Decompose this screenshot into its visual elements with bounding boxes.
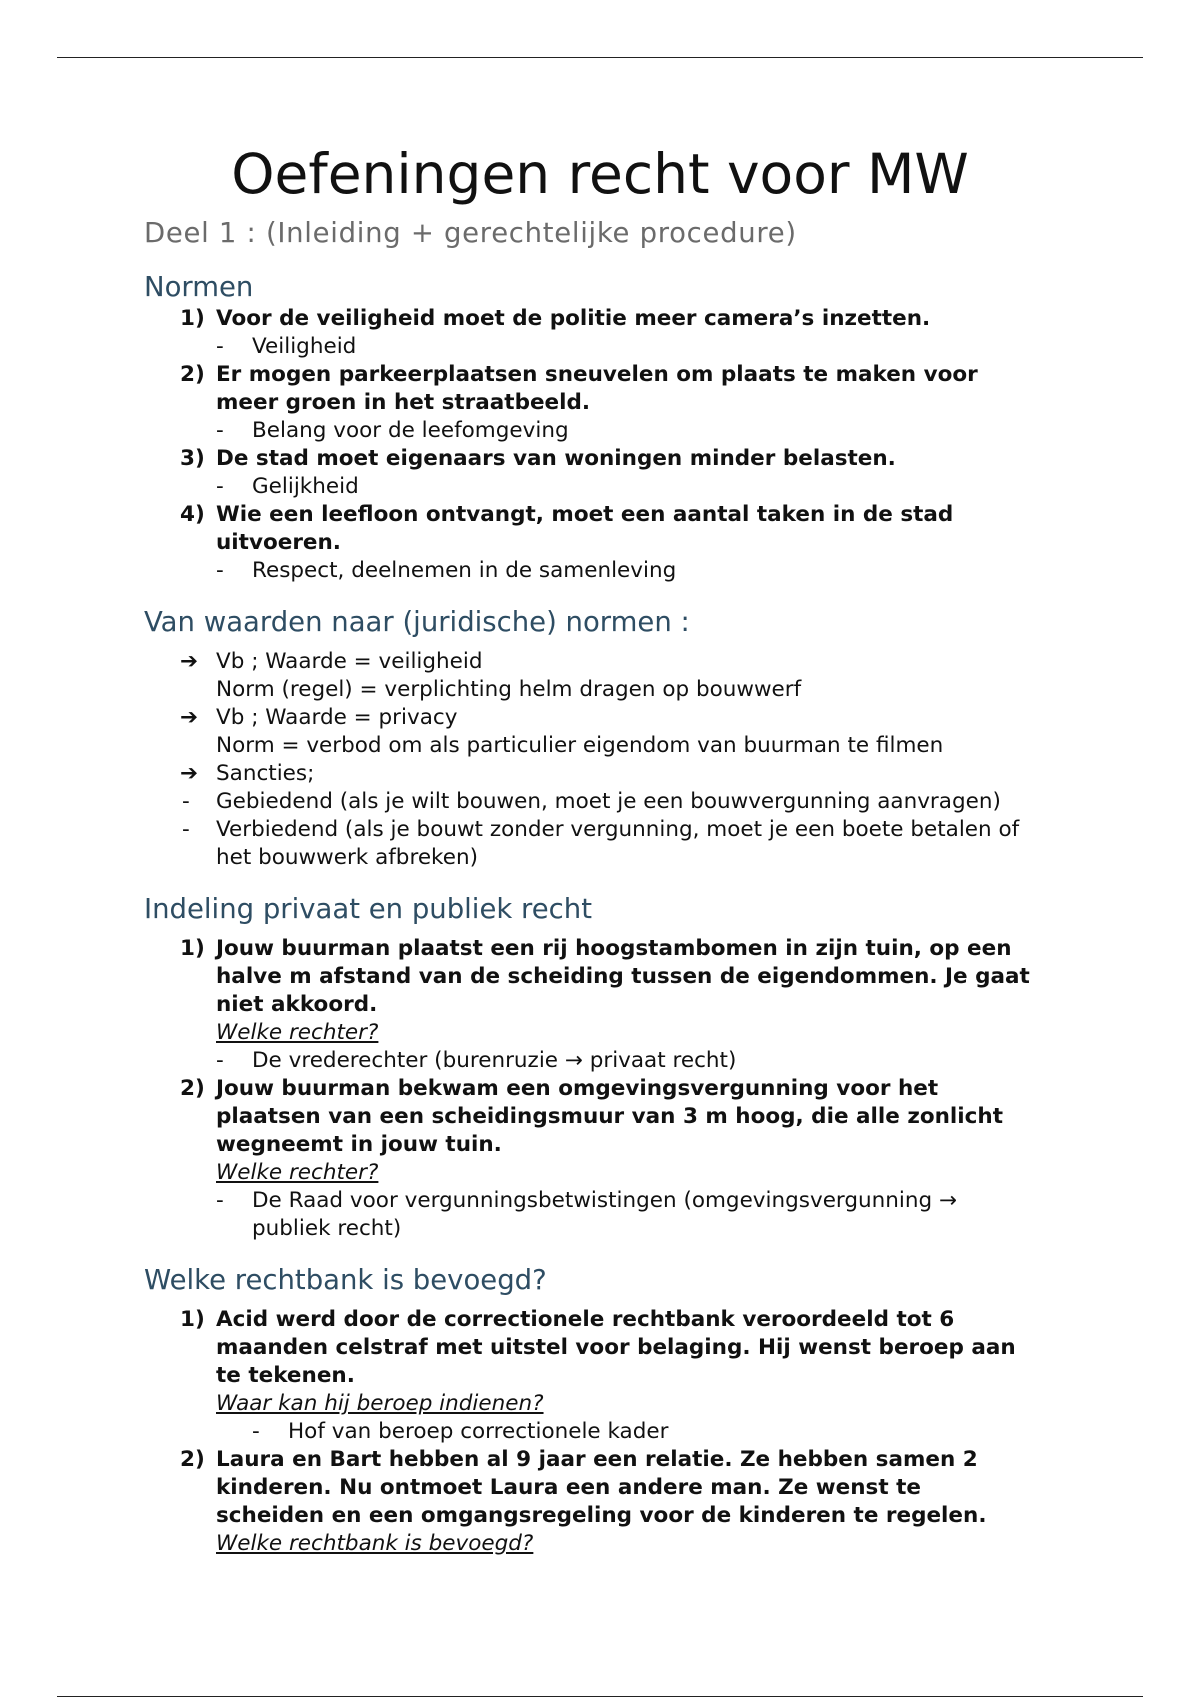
- arrow-right-icon: ➔: [180, 705, 199, 730]
- question-item: 4) Wie een leefloon ontvangt, moet een aantal taken in de stad uitvoeren.: [180, 502, 954, 555]
- subtitle: Deel 1 : (Inleiding + gerechtelijke procedure): [144, 217, 797, 249]
- answer-item: - Hof van beroep correctionele kader: [252, 1419, 669, 1444]
- arrow-right-icon: ➔: [180, 649, 199, 674]
- question-item: 1) Voor de veiligheid moet de politie meer camera’s inzetten.: [180, 306, 931, 331]
- answer-item: - De vrederechter (burenruzie → privaat recht): [216, 1048, 737, 1073]
- footer-rule: [57, 1696, 1143, 1697]
- example-item: ➔ Vb ; Waarde = privacy: [180, 705, 458, 730]
- answer-item: - Respect, deelnemen in de samenleving: [216, 558, 677, 583]
- question-item: 2) Jouw buurman bekwam een omgevingsvergunning voor het plaatsen van een scheidingsmuur van 3 m hoog, die alle zonlicht wegneemt in jouw tuin.: [180, 1076, 1003, 1157]
- waarden-list: [144, 648, 1064, 872]
- normen-list: [144, 305, 1064, 585]
- sanctie-gebiedend: - Gebiedend (als je wilt bouwen, moet je een bouwvergunning aanvragen): [182, 789, 1001, 814]
- rechtbank-list: [144, 1306, 1064, 1558]
- answer-item: - De Raad voor vergunningsbetwistingen (omgevingsvergunning → publiek recht): [216, 1188, 958, 1241]
- question-item: 2) Er mogen parkeerplaatsen sneuvelen om plaats te maken voor meer groen in het straatbeeld.: [180, 362, 978, 415]
- heading-waarden: Van waarden naar (juridische) normen :: [144, 606, 690, 638]
- question-item: 1) Jouw buurman plaatst een rij hoogstambomen in zijn tuin, op een halve m afstand van de scheiding tussen de eigendommen. Je gaat niet akkoord.: [180, 936, 1030, 1017]
- sancties-item: ➔ Sancties;: [180, 761, 315, 786]
- question-item: 1) Acid werd door de correctionele rechtbank veroordeeld tot 6 maanden celstraf met uitstel voor belaging. Hij wenst beroep aan te tekenen.: [180, 1307, 1016, 1388]
- example-norm: Norm = verbod om als particulier eigendom van buurman te filmen: [216, 733, 944, 758]
- answer-item: - Veiligheid: [216, 334, 357, 359]
- heading-normen: Normen: [144, 271, 254, 303]
- page-title: Oefeningen recht voor MW: [231, 142, 969, 206]
- header-rule: [57, 57, 1143, 58]
- question-prompt: Welke rechtbank is bevoegd?: [216, 1531, 534, 1556]
- heading-rechtbank: Welke rechtbank is bevoegd?: [144, 1264, 547, 1296]
- heading-indeling: Indeling privaat en publiek recht: [144, 893, 592, 925]
- indeling-list: [144, 935, 1064, 1243]
- answer-item: - Belang voor de leefomgeving: [216, 418, 569, 443]
- example-norm: Norm (regel) = verplichting helm dragen op bouwwerf: [216, 677, 802, 702]
- question-prompt: Waar kan hij beroep indienen?: [216, 1391, 544, 1416]
- example-item: ➔ Vb ; Waarde = veiligheid: [180, 649, 483, 674]
- question-item: 2) Laura en Bart hebben al 9 jaar een relatie. Ze hebben samen 2 kinderen. Nu ontmoet Laura een andere man. Ze wenst te scheiden en een omgangsregeling voor de kinderen te regelen.: [180, 1447, 987, 1528]
- document-body: [144, 213, 1064, 1558]
- sanctie-verbiedend: - Verbiedend (als je bouwt zonder vergunning, moet je een boete betalen of het bouwwerk afbreken): [182, 817, 1020, 870]
- question-prompt: Welke rechter?: [216, 1160, 379, 1185]
- question-item: 3) De stad moet eigenaars van woningen minder belasten.: [180, 446, 896, 471]
- question-prompt: Welke rechter?: [216, 1020, 379, 1045]
- arrow-right-icon: ➔: [180, 761, 199, 786]
- answer-item: - Gelijkheid: [216, 474, 359, 499]
